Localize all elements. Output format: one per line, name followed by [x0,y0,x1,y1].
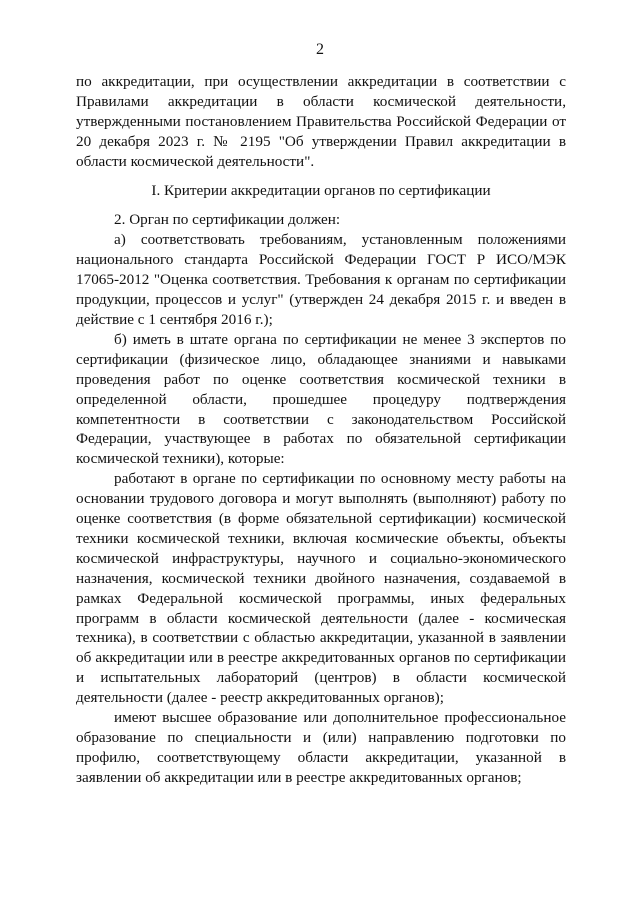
section-heading: I. Критерии аккредитации органов по сертификации [151,181,491,199]
page-number: 2 [316,41,324,58]
document-body [76,72,566,788]
paragraph-item-2: 2. Орган по сертификации должен: [114,211,341,229]
paragraph-subitem-b: б) иметь в штате органа по сертификации не менее 3 экспертов по сертификации (физическое лицо, обладающее знаниями и навыками проведения работ по оценке соответствия космической техники в определенной области, прошедшее процедуру подтверждения компетентности в соответствии с законодательством Российской Федерации, участвующее в работах по обязательной сертификации космической техники), которые: [76,330,566,468]
paragraph-experts-work: работают в органе по сертификации по основному месту работы на основании трудового договора и могут выполнять (выполняют) работу по оценке соответствия (в форме обязательной сертификации) космической техники космической техники, включая космические объекты, объекты космической инфраструктуры, научного и социально-экономического назначения, космической техники двойного назначения, создаваемой в рамках Федеральной космической программы, иных федеральных программ в области космической деятельности (далее - космическая техника), в соответствии с областью аккредитации, указанной в заявлении об аккредитации или в реестре аккредитованных органов по сертификации и испытательных лабораторий (центров) в области космической деятельности (далее - реестр аккредитованных органов); [76,470,566,707]
paragraph-subitem-a: а) соответствовать требованиям, установленным положениями национального стандарта Российской Федерации ГОСТ Р ИСО/МЭК 17065-2012 "Оценка соответствия. Требования к органам по сертификации продукции, процессов и услуг" (утвержден 24 декабря 2015 г. и введен в действие с 1 сентября 2016 г.); [76,231,566,328]
paragraph-experts-education: имеют высшее образование или дополнительное профессиональное образование по специальности и (или) направлению подготовки по профилю, соответствующему области аккредитации, указанной в заявлении об аккредитации или в реестре аккредитованных органов; [76,709,566,786]
paragraph-continuation: по аккредитации, при осуществлении аккредитации в соответствии с Правилами аккредитации в области космической деятельности, утвержденными постановлением Правительства Российской Федерации от 20 декабря 2023 г. № 2195 "Об утверждении Правил аккредитации в области космической деятельности". [76,73,566,170]
